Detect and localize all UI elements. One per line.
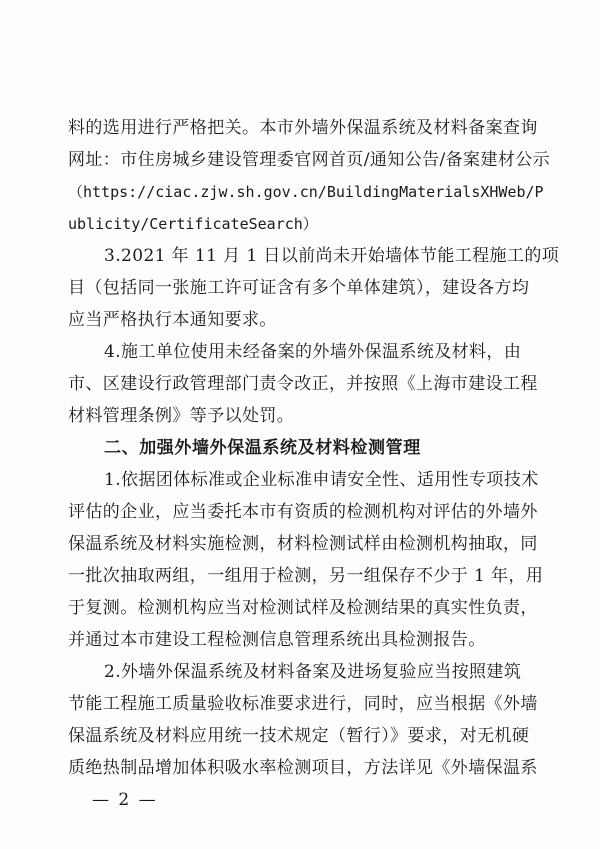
body-line: 2.外墙外保温系统及材料备案及进场复验应当按照建筑	[104, 662, 522, 682]
body-line: 材料管理条例》等予以处罚。	[68, 406, 295, 426]
body-line: 市、区建设行政管理部门责令改正，并按照《上海市建设工程	[68, 374, 538, 394]
body-line: 于复测。检测机构应当对检测试样及检测结果的真实性负责，	[68, 598, 538, 618]
body-line: 一批次抽取两组，一组用于检测，另一组保存不少于 1 年，用	[68, 566, 544, 586]
body-line: 4.施工单位使用未经备案的外墙外保温系统及材料，由	[104, 342, 522, 362]
body-line: 网址：市住房城乡建设管理委官网首页/通知公告/备案建材公示	[68, 150, 551, 170]
body-line: 料的选用进行严格把关。本市外墙外保温系统及材料备案查询	[68, 118, 538, 138]
body-line: 应当严格执行本通知要求。	[68, 310, 277, 330]
section-heading: 二、加强外墙外保温系统及材料检测管理	[104, 438, 421, 458]
body-line: 目（包括同一张施工许可证含有多个单体建筑），建设各方均	[68, 278, 530, 298]
url-line: （https://ciac.zjw.sh.gov.cn/BuildingMaterialsXHWeb/P	[68, 183, 544, 201]
body-line: 1.依据团体标准或企业标准申请安全性、适用性专项技术	[104, 470, 539, 490]
body-line: 质绝热制品增加体积吸水率检测项目，方法详见《外墙保温系	[68, 758, 538, 778]
body-line: 并通过本市建设工程检测信息管理系统出具检测报告。	[68, 630, 486, 650]
body-line: 3.2021 年 11 月 1 日以前尚未开始墙体节能工程施工的项	[104, 246, 560, 266]
url-line: ublicity/CertificateSearch）	[68, 215, 318, 233]
body-line: 保温系统及材料应用统一技术规定（暂行）》要求，对无机硬	[68, 726, 530, 746]
body-line: 节能工程施工质量验收标准要求进行，同时，应当根据《外墙	[68, 694, 538, 714]
body-line: 保温系统及材料实施检测，材料检测试样由检测机构抽取，同	[68, 534, 538, 554]
body-line: 评估的企业，应当委托本市有资质的检测机构对评估的外墙外	[68, 502, 538, 522]
page-number: — 2 —	[92, 790, 158, 810]
